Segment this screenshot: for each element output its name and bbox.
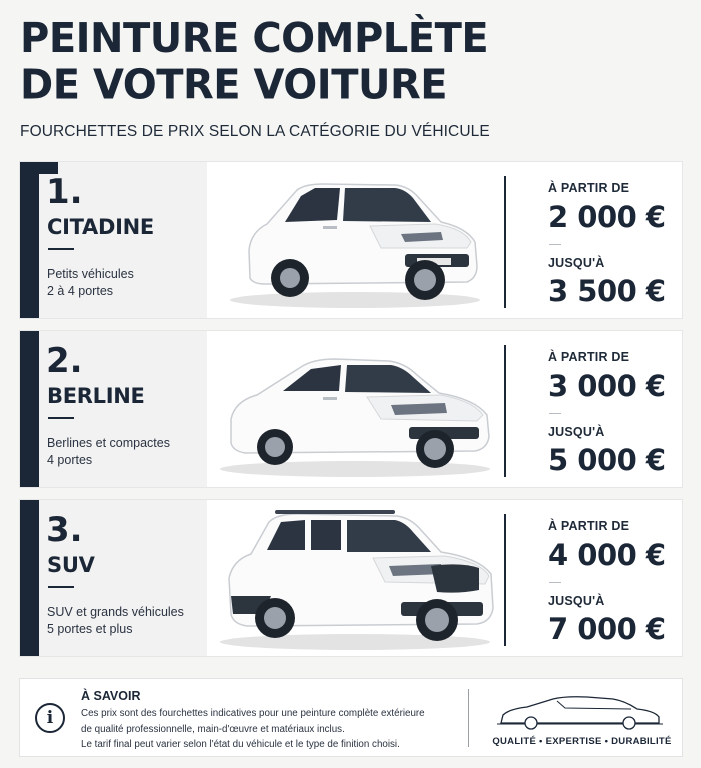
from-label: À PARTIR DE <box>548 519 630 533</box>
from-label: À PARTIR DE <box>548 350 630 364</box>
page-title <box>20 15 488 109</box>
category-card-citadine <box>19 161 683 319</box>
accent-bar <box>20 162 39 318</box>
from-price: 3 000 € <box>548 369 666 403</box>
to-label: JUSQU'À <box>548 425 605 439</box>
to-label: JUSQU'À <box>548 256 605 270</box>
from-price: 2 000 € <box>548 200 666 234</box>
citadine-car-image <box>205 166 505 316</box>
price-range <box>504 514 674 646</box>
price-range <box>504 176 674 308</box>
berline-car-image <box>205 335 505 485</box>
category-card-suv <box>19 499 683 657</box>
category-number: 2. <box>46 341 83 381</box>
category-name: CITADINE <box>47 215 154 239</box>
car-outline-icon <box>495 693 665 735</box>
category-number: 3. <box>46 510 83 550</box>
title-line-2: DE VOTRE VOITURE <box>20 62 448 109</box>
info-box <box>19 678 683 757</box>
info-icon: i <box>35 703 65 733</box>
from-price: 4 000 € <box>548 538 666 572</box>
category-name: SUV <box>47 553 95 577</box>
price-range <box>504 345 674 477</box>
page-subtitle: FOURCHETTES DE PRIX SELON LA CATÉGORIE DU VÉHICULE <box>20 123 490 140</box>
accent-bar <box>20 500 39 656</box>
suv-car-image <box>205 504 505 654</box>
divider <box>468 689 469 747</box>
category-number: 1. <box>46 172 83 212</box>
to-price: 5 000 € <box>548 443 666 477</box>
category-description: Petits véhicules 2 à 4 portes <box>47 267 134 298</box>
info-title: À SAVOIR <box>81 689 141 703</box>
category-name: BERLINE <box>47 384 145 408</box>
to-price: 7 000 € <box>548 612 666 646</box>
to-label: JUSQU'À <box>548 594 605 608</box>
category-description: Berlines et compactes 4 portes <box>47 436 170 467</box>
info-text: Ces prix sont des fourchettes indicatives pour une peinture complète extérieure de qualité professionnelle, main-d'œuvre et matériaux inclus. Le tarif final peut varier selon l'état du véhicule et le type de finition choisi. <box>81 708 425 750</box>
title-line-1: PEINTURE COMPLÈTE <box>20 15 489 62</box>
to-price: 3 500 € <box>548 274 666 308</box>
from-label: À PARTIR DE <box>548 181 630 195</box>
category-description: SUV et grands véhicules 5 portes et plus <box>47 605 184 636</box>
category-card-berline <box>19 330 683 488</box>
tagline: QUALITÉ • EXPERTISE • DURABILITÉ <box>492 736 672 747</box>
accent-bar <box>20 331 39 487</box>
